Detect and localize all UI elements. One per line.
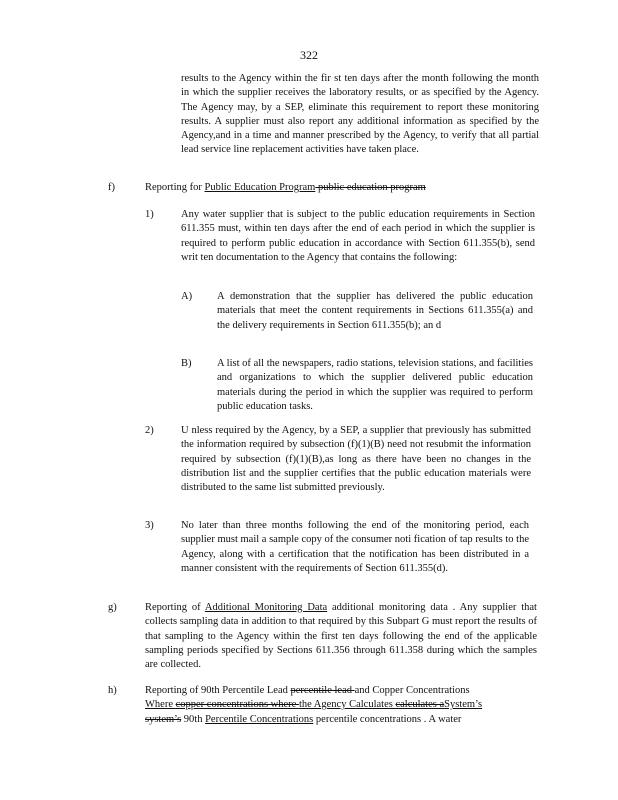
f1B-text: A list of all the newspapers, radio stations, television stations, and facilities and organizations to which the supplier delivered public education materials during the period in which the supplier was required to perform public education tasks. — [217, 358, 533, 412]
section-h-label: h) — [108, 685, 117, 696]
f3-label: 3) — [145, 520, 154, 531]
f1-text: Any water supplier that is subject to the public education requirements in Section 611.355 must, within ten days after the end of each period in which the supplier is required to perform public education in accordance with Section 611.355(b), send writ ten documentation to the Agency that contains the following: — [181, 209, 535, 263]
section-h-text: Reporting of 90th Percentile Lead percentile lead and Copper Concentrations Where copper concentrations where the Agency Calculates calculates aSystem’s system’s 90th Percentile Concentrations percentile concentrations . A water — [145, 685, 483, 725]
f1A-text: A demonstration that the supplier has delivered the public education materials that meet the content requirements in Sections 611.355(a) and the delivery requirements in Section 611.355(b); an d — [217, 291, 533, 331]
f3-text: No later than three months following the end of the monitoring period, each supplier must mail a sample copy of the consumer noti fication of tap results to the Agency, along with a certification that the notification has been distributed in a manner consistent with the requirements of Section 611.355(d). — [181, 520, 529, 574]
f1-label: 1) — [145, 209, 154, 220]
f2-label: 2) — [145, 425, 154, 436]
section-g-text: Reporting of Additional Monitoring Data additional monitoring data . Any supplier that collects sampling data in addition to that required by this Subpart G must report the results of that sampling to the Agency within the first ten days following the end of the applicable sampling periods specified by Sections 611.356 through 611.358 during which the samples are collected. — [145, 602, 537, 671]
section-f-heading: Reporting for Public Education Program public education program — [145, 182, 426, 193]
f1A-label: A) — [181, 291, 193, 302]
page-number: 322 — [300, 48, 318, 62]
section-g-label: g) — [108, 602, 117, 613]
f1B-label: B) — [181, 358, 192, 369]
f2-text: U nless required by the Agency, by a SEP, a supplier that previously has submitted the information required by subsection (f)(1)(B) need not resubmit the information required by subsection (f)(1)(B),as long as there have been no changes in the distribution list and the supplier certifies that the public education materials were distributed to the same list submitted previously. — [181, 425, 531, 494]
section-f-label: f) — [108, 182, 115, 193]
intro-paragraph: results to the Agency within the fir st ten days after the month following the month in which the supplier receives the laboratory results, or as specified by the Agency. The Agency may, by a SEP, eliminate this requirement to report these monitoring results. A supplier must also report any additional information as specified by the Agency,and in a time and manner prescribed by the Agency, to verify that all partial lead service line replacement activities have taken place. — [181, 73, 539, 156]
